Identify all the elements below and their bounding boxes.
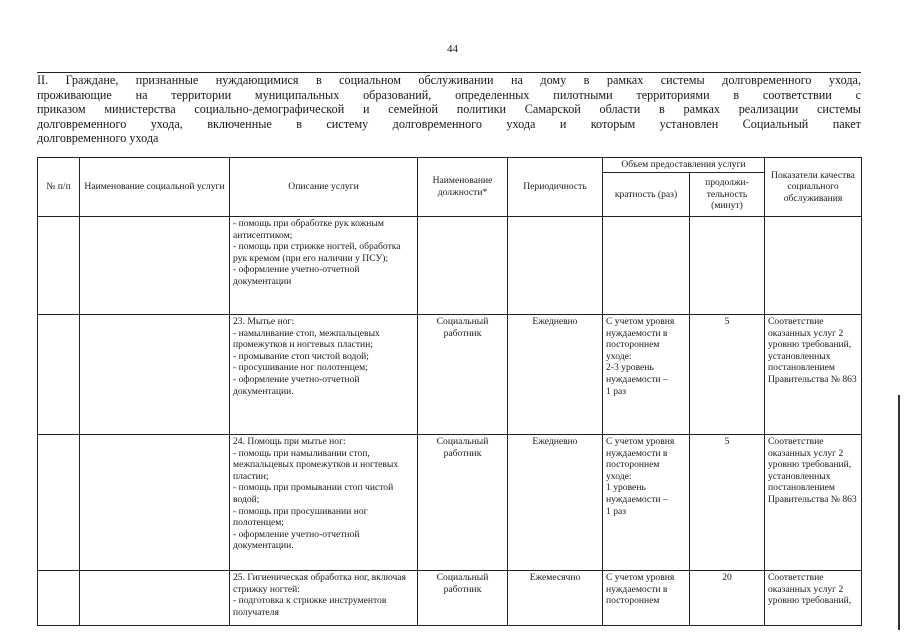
header-description: Описание услуги [230,158,418,217]
header-volume-group: Объем предоставления услуги [603,158,765,173]
header-num: № п/п [38,158,80,217]
cell-num [38,217,80,315]
cell-service-name [80,571,230,626]
table-row [38,217,862,315]
header-line-1: II. Граждане, признанные нуждающимися в социальном обслуживании на дому в рамках системы долговременного ухода, [37,73,861,87]
cell-num [38,435,80,571]
header-periodicity: Периодичность [508,158,603,217]
cell-quality: Соответствие оказанных услуг 2 уровню требований, [765,571,862,626]
cell-num [38,571,80,626]
scan-edge-mark [898,395,900,630]
header-frequency: кратность (раз) [603,173,690,217]
cell-description: - помощь при обработке рук кожным антисептиком; - помощь при стрижке ногтей, обработка рук кремом (при его наличии у ПСУ); - оформление учетно-отчетной документации [230,217,418,315]
cell-position: Социальный работник [418,571,508,626]
header-line-5: долговременного ухода [37,131,159,146]
cell-position: Социальный работник [418,435,508,571]
cell-position [418,217,508,315]
cell-periodicity: Ежедневно [508,435,603,571]
cell-service-name [80,217,230,315]
cell-description: 24. Помощь при мытье ног: - помощь при намыливании стоп, межпальцевых промежутков и ногтевых пластин; - помощь при промывании стоп чистой водой; - помощь при просушивании ног полотенцем; - оформление учетно-отчетной документации. [230,435,418,571]
header-line-4: долговременного ухода, включенные в систему долговременного ухода и которым установлен Социальный пакет [37,116,861,131]
cell-quality [765,217,862,315]
table-row [38,315,862,435]
header-quality: Показатели качества социального обслуживания [765,158,862,217]
cell-periodicity: Ежедневно [508,315,603,435]
cell-num [38,315,80,435]
cell-periodicity [508,217,603,315]
header-line-2: проживающие на территории муниципальных образований, определенных пилотными территориями в соответствии с [37,87,861,102]
cell-frequency: С учетом уровня нуждаемости в постороннем уходе: 2-3 уровень нуждаемости – 1 раз [603,315,690,435]
cell-description: 25. Гигиеническая обработка ног, включая стрижку ногтей: - подготовка к стрижке инструментов получателя [230,571,418,626]
header-position: Наименование должности* [418,158,508,217]
table-row [38,571,862,626]
cell-periodicity: Ежемесячно [508,571,603,626]
cell-position: Социальный работник [418,315,508,435]
page-number: 44 [447,43,458,55]
header-line-3: приказом министерства социально-демографической и семейной политики Самарской области в рамках реализации системы [37,102,861,117]
cell-service-name [80,435,230,571]
header-service-name: Наименование социальной услуги [80,158,230,217]
cell-frequency: С учетом уровня нуждаемости в постороннем уходе: 1 уровень нуждаемости – 1 раз [603,435,690,571]
table-row [38,435,862,571]
cell-duration: 5 [690,435,765,571]
section-header [37,72,861,146]
cell-duration: 5 [690,315,765,435]
cell-quality: Соответствие оказанных услуг 2 уровню требований, установленных постановлением Правительства № 863 [765,315,862,435]
services-table [37,157,862,626]
cell-duration: 20 [690,571,765,626]
cell-duration [690,217,765,315]
cell-quality: Соответствие оказанных услуг 2 уровню требований, установленных постановлением Правительства № 863 [765,435,862,571]
cell-frequency [603,217,690,315]
header-duration: продолжи-тельность (минут) [690,173,765,217]
cell-description: 23. Мытье ног: - намыливание стоп, межпальцевых промежутков и ногтевых пластин; - промывание стоп чистой водой; - просушивание ног полотенцем; - оформление учетно-отчетной документации. [230,315,418,435]
cell-service-name [80,315,230,435]
cell-frequency: С учетом уровня нуждаемости в постороннем [603,571,690,626]
